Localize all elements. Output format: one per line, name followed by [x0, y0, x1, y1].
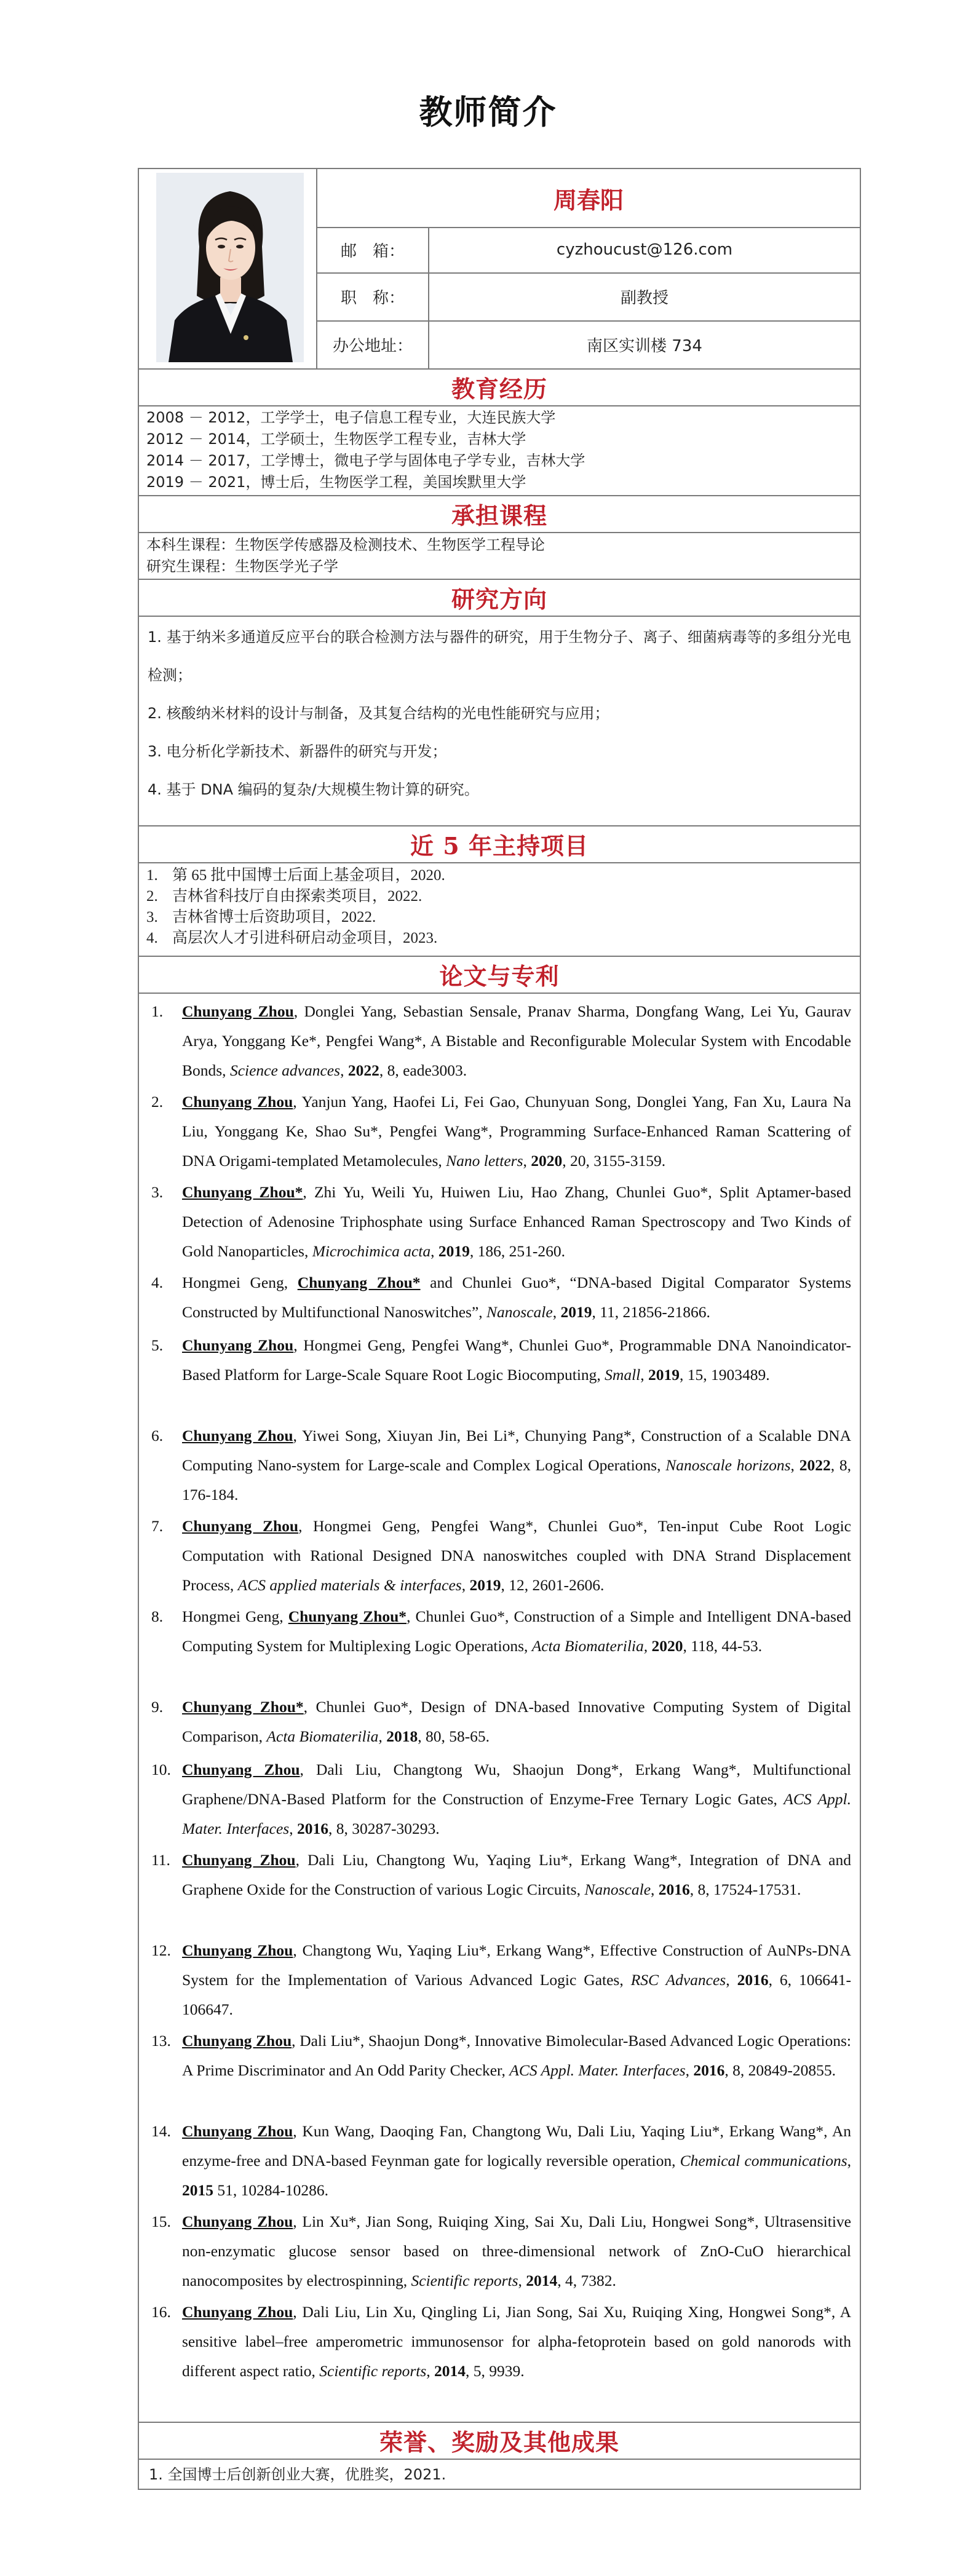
publication-authors-title: , Dali Liu, Lin Xu, Qingling Li, Jian Song, Sai Xu, Ruiqing Xing, Hongwei Song*, A sensitive label–free amperometric immunosensor for alpha-fetoprotein based on gold nanorods with different aspect ratio, — [182, 2303, 851, 2380]
education-item: 2014 － 2017，工学博士，微电子学与固体电子学专业，吉林大学 — [146, 452, 585, 469]
course-item: 本科生课程：生物医学传感器及检测技术、生物医学工程导论 — [146, 536, 545, 553]
publication-authors-title: , Lin Xu*, Jian Song, Ruiqing Xing, Sai Xu, Dali Liu, Hongwei Song*, Ultrasensitive non-enzymatic glucose sensor based on three-dimensional network of ZnO-CuO hierarchical nanocomposites by electrospinning, — [182, 2213, 851, 2289]
publication-number: 2. — [151, 1093, 164, 1111]
publication-self-author: Chunyang Zhou* — [297, 1274, 421, 1291]
divider — [139, 532, 860, 533]
publication-item — [151, 1512, 851, 1600]
publication-number: 5. — [151, 1336, 164, 1354]
email-label: 邮 箱： — [340, 242, 405, 261]
publication-self-author: Chunyang Zhou — [182, 1761, 300, 1778]
publication-authors-title: , Donglei Yang, Sebastian Sensale, Pranav Sharma, Dongfang Wang, Lei Yu, Gaurav Arya, Yonggang Ke*, Pengfei Wang*, A Bistable and Reconfigurable Molecular System with Encodable Bonds, — [182, 1002, 852, 1079]
divider — [139, 993, 860, 994]
project-item: 4. 高层次人才引进科研启动金项目，2023. — [146, 930, 438, 946]
publication-self-author: Chunyang Zhou — [182, 2213, 293, 2230]
publication-item — [151, 1178, 851, 1266]
education-item: 2019 － 2021，博士后，生物医学工程，美国埃默里大学 — [146, 474, 526, 491]
research-item: 4. 基于 DNA 编码的复杂/大规模生物计算的研究。 — [148, 781, 479, 798]
publication-self-author: Chunyang Zhou — [182, 1517, 299, 1535]
publication-self-author: Chunyang Zhou* — [288, 1607, 407, 1625]
publication-self-author: Chunyang Zhou — [182, 1336, 294, 1354]
publication-separator: , — [552, 1303, 561, 1321]
publication-self-author: Chunyang Zhou — [182, 1427, 293, 1445]
publication-self-author: Chunyang Zhou — [182, 2122, 293, 2140]
publication-authors-title: , Hongmei Geng, Pengfei Wang*, Chunlei Guo*, Ten-input Cube Root Logic Computation with Rational Designed DNA nanoswitches coupled with DNA Strand Displacement Process, — [182, 1517, 851, 1594]
publication-separator: , — [289, 1820, 297, 1837]
title-value: 副教授 — [620, 288, 669, 307]
publication-item — [151, 1421, 851, 1510]
publication-self-author: Chunyang Zhou — [182, 2303, 293, 2321]
publication-year: 2016 — [693, 2061, 725, 2079]
publication-citation — [182, 1755, 851, 1844]
publication-coauthors-before: Hongmei Geng, — [182, 1274, 298, 1291]
divider — [139, 405, 860, 406]
publication-separator: , — [685, 2061, 694, 2079]
publication-journal: Chemical communications — [680, 2152, 847, 2170]
education-item: 2012 － 2014，工学硕士，生物医学工程专业，吉林大学 — [146, 430, 526, 448]
publication-citation — [182, 1087, 851, 1176]
publication-self-author: Chunyang Zhou* — [182, 1698, 304, 1716]
publication-year: 2019 — [438, 1242, 470, 1260]
publication-item — [151, 1755, 851, 1844]
publication-self-author: Chunyang Zhou — [182, 2032, 292, 2050]
publication-year: 2014 — [434, 2362, 466, 2380]
publication-self-author: Chunyang Zhou — [182, 1093, 293, 1111]
project-item: 1. 第 65 批中国博士后面上基金项目，2020. — [146, 867, 445, 884]
publication-number: 1. — [151, 1002, 164, 1020]
publication-authors-title: , Dali Liu, Changtong Wu, Yaqing Liu*, Erkang Wang*, Integration of DNA and Graphene Oxide for the Construction of various Logic Circuits, — [182, 1851, 851, 1898]
publication-self-author: Chunyang Zhou — [182, 1851, 296, 1869]
publication-number: 9. — [151, 1698, 164, 1716]
honors-list — [149, 2464, 851, 2485]
publication-separator: , — [340, 1061, 348, 1079]
research-title: 研究方向 — [451, 585, 547, 613]
project-item: 2. 吉林省科技厅自由探索类项目，2022. — [146, 888, 423, 905]
project-item: 3. 吉林省博士后资助项目，2022. — [146, 909, 376, 925]
publication-item — [151, 1845, 851, 1904]
publication-authors-title: and Chunlei Guo*, “DNA-based Digital Comparator Systems Constructed by Multifunctional Nanoswitches”, — [182, 1274, 852, 1321]
publication-journal: RSC Advances — [630, 1971, 726, 1989]
publication-item — [151, 1602, 851, 1661]
publication-number: 8. — [151, 1607, 164, 1625]
publication-citation — [182, 2207, 851, 2296]
publication-citation — [182, 1602, 851, 1661]
office-value: 南区实训楼 734 — [587, 336, 702, 355]
divider — [139, 2459, 860, 2460]
publication-separator: , — [523, 1152, 531, 1170]
research-item: 3. 电分析化学新技术、新器件的研究与开发； — [148, 743, 447, 760]
teacher-name: 周春阳 — [553, 186, 624, 214]
publication-authors-title: , Dali Liu*, Shaojun Dong*, Innovative Bimolecular-Based Advanced Logic Operations: A Prime Discriminator and An Odd Parity Checker, — [182, 2032, 851, 2079]
publication-citation — [182, 1178, 851, 1266]
publication-authors-title: , Yanjun Yang, Haofei Li, Fei Gao, Chunyuan Song, Donglei Yang, Fan Xu, Laura Na Liu, Yonggang Ke, Shao Su*, Pengfei Wang*, Programming Surface-Enhanced Raman Scattering of DNA Origami-templated Metamolecules, — [182, 1093, 851, 1170]
publication-year: 2015 — [182, 2181, 213, 2199]
publication-citation — [182, 1845, 851, 1904]
publication-volume-pages: , 8, 30287-30293. — [328, 1820, 440, 1837]
publication-item — [151, 1936, 851, 2024]
publication-citation — [182, 1421, 851, 1510]
publication-item — [151, 997, 851, 1085]
publication-citation — [182, 1936, 851, 2024]
publication-volume-pages: 51, 10284-10286. — [213, 2181, 328, 2199]
publication-volume-pages: , 8, 17524-17531. — [689, 1880, 801, 1898]
publication-volume-pages: , 11, 21856-21866. — [592, 1303, 710, 1321]
title-label: 职 称： — [340, 288, 405, 307]
publication-citation — [182, 2026, 851, 2085]
research-item: 1. 基于纳米多通道反应平台的联合检测方法与器件的研究，用于生物分子、离子、细菌病毒等的多组分光电检测； — [148, 628, 851, 684]
publication-authors-title: , Kun Wang, Daoqing Fan, Changtong Wu, Dali Liu, Yaqing Liu*, Erkang Wang*, An enzyme-free and DNA-based Feynman gate for logically reversible operation, — [182, 2122, 852, 2170]
publication-citation — [182, 2297, 851, 2386]
research-item: 2. 核酸纳米材料的设计与制备，及其复合结构的光电性能研究与应用； — [148, 705, 609, 722]
publication-journal: Nanoscale horizons — [665, 1456, 791, 1474]
publication-journal: Scientific reports — [411, 2272, 518, 2289]
publication-separator: , — [651, 1880, 659, 1898]
publication-number: 16. — [151, 2303, 171, 2321]
publication-separator: , — [640, 1366, 649, 1384]
courses-list — [146, 534, 852, 577]
profile-table — [138, 168, 861, 2490]
publication-year: 2022 — [347, 1061, 379, 1079]
publication-item — [151, 1692, 851, 1751]
publication-journal: Nanoscale — [486, 1303, 553, 1321]
publication-separator: , — [790, 1456, 799, 1474]
publication-number: 10. — [151, 1761, 171, 1778]
publication-authors-title: , Changtong Wu, Yaqing Liu*, Erkang Wang*, Effective Construction of AuNPs-DNA System for the Implementation of Various Advanced Logic Gates, — [182, 1941, 851, 1989]
publication-item — [151, 2117, 851, 2205]
projects-title: 近 5 年主持项目 — [410, 831, 589, 860]
publication-journal: Scientific reports — [319, 2362, 427, 2380]
publication-separator: , — [426, 2362, 434, 2380]
divider — [139, 862, 860, 863]
honor-item: 1. 全国博士后创新创业大赛，优胜奖，2021. — [149, 2466, 446, 2483]
publication-volume-pages: , 20, 3155-3159. — [562, 1152, 666, 1170]
publication-year: 2020 — [531, 1152, 563, 1170]
publication-number: 6. — [151, 1427, 164, 1445]
publication-volume-pages: , 80, 58-65. — [418, 1727, 490, 1745]
publications-title: 论文与专利 — [439, 962, 560, 990]
publication-separator: , — [847, 2152, 851, 2170]
publication-item — [151, 1331, 851, 1390]
publication-year: 2018 — [386, 1727, 418, 1745]
publication-number: 15. — [151, 2213, 171, 2230]
publication-number: 14. — [151, 2122, 171, 2140]
profile-photo — [156, 173, 304, 362]
publication-journal: ACS applied materials & interfaces — [237, 1576, 462, 1594]
publication-year: 2020 — [651, 1637, 683, 1655]
publication-volume-pages: , 118, 44-53. — [683, 1637, 763, 1655]
publication-journal: Microchimica acta — [312, 1242, 431, 1260]
publication-volume-pages: , 4, 7382. — [557, 2272, 616, 2289]
publication-citation — [182, 1268, 851, 1327]
page-title: 教师简介 — [419, 93, 557, 132]
publication-volume-pages: , 5, 9939. — [466, 2362, 525, 2380]
publication-number: 7. — [151, 1517, 164, 1535]
education-list — [146, 407, 852, 493]
publication-authors-title: , Zhi Yu, Weili Yu, Huiwen Liu, Hao Zhang, Chunlei Guo*, Split Aptamer-based Detection of Adenosine Triphosphate using Surface Enhanced Raman Spectroscopy and Two Kinds of Gold Nanoparticles, — [182, 1183, 851, 1260]
email-value: cyzhoucust@126.com — [556, 240, 733, 259]
projects-list — [146, 865, 852, 949]
publication-citation — [182, 1331, 851, 1390]
publication-journal: ACS Appl. Mater. Interfaces — [509, 2061, 686, 2079]
office-label: 办公地址： — [332, 336, 413, 355]
publication-self-author: Chunyang Zhou* — [182, 1183, 303, 1201]
publication-item — [151, 2026, 851, 2085]
publication-separator: , — [461, 1576, 470, 1594]
publication-volume-pages: , 186, 251-260. — [469, 1242, 565, 1260]
publication-authors-title: , Chunlei Guo*, Design of DNA-based Innovative Computing System of Digital Comparison, — [182, 1698, 852, 1745]
publication-year: 2019 — [560, 1303, 592, 1321]
publication-volume-pages: , 6, 106641-106647. — [182, 1971, 851, 2018]
publication-citation — [182, 997, 851, 1085]
divider — [428, 227, 429, 368]
publication-journal: Nano letters — [446, 1152, 523, 1170]
research-list — [148, 618, 851, 809]
publication-number: 4. — [151, 1274, 164, 1291]
publication-number: 12. — [151, 1941, 171, 1959]
publication-number: 13. — [151, 2032, 171, 2050]
publication-authors-title: , Hongmei Geng, Pengfei Wang*, Chunlei Guo*, Programmable DNA Nanoindicator-Based Platform for Large-Scale Square Root Logic Biocomputing, — [182, 1336, 852, 1384]
publication-year: 2019 — [469, 1576, 501, 1594]
publication-journal: ACS Appl. Mater. Interfaces — [182, 1790, 851, 1837]
education-item: 2008 － 2012，工学学士，电子信息工程专业，大连民族大学 — [146, 409, 556, 426]
publication-self-author: Chunyang Zhou — [182, 1002, 294, 1020]
publication-item — [151, 2207, 851, 2296]
publication-citation — [182, 1512, 851, 1600]
publication-volume-pages: , 15, 1903489. — [680, 1366, 770, 1384]
courses-title: 承担课程 — [451, 502, 547, 529]
publication-volume-pages: , 8, 20849-20855. — [724, 2061, 836, 2079]
publication-year: 2019 — [648, 1366, 680, 1384]
publication-authors-title: , Yiwei Song, Xiuyan Jin, Bei Li*, Chunying Pang*, Construction of a Scalable DNA Computing Nano-system for Large-scale and Complex Logical Operations, — [182, 1427, 851, 1474]
education-title: 教育经历 — [451, 375, 547, 403]
publication-journal: Small — [605, 1366, 641, 1384]
publication-journal: Acta Biomaterilia, — [531, 1637, 648, 1655]
publication-item — [151, 2297, 851, 2386]
publication-citation — [182, 2117, 851, 2205]
portrait-image — [156, 173, 304, 362]
honors-title: 荣誉、奖励及其他成果 — [379, 2428, 619, 2456]
publication-item — [151, 1268, 851, 1327]
divider — [139, 616, 860, 617]
publication-number: 11. — [151, 1851, 170, 1869]
publication-authors-title: , Dali Liu, Changtong Wu, Shaojun Dong*, Erkang Wang*, Multifunctional Graphene/DNA-Based Platform for the Construction of Enzyme-Free Ternary Logic Gates, — [182, 1761, 851, 1808]
publication-year: 2016 — [296, 1820, 328, 1837]
publication-year: 2022 — [799, 1456, 831, 1474]
publication-journal: Nanoscale — [584, 1880, 651, 1898]
publication-year: 2016 — [737, 1971, 769, 1989]
publication-separator: , — [518, 2272, 526, 2289]
publication-number: 3. — [151, 1183, 164, 1201]
publication-volume-pages: , 12, 2601-2606. — [501, 1576, 605, 1594]
publication-volume-pages: , 8, 176-184. — [182, 1456, 852, 1504]
publication-separator: , — [726, 1971, 737, 1989]
publication-year: 2016 — [658, 1880, 690, 1898]
publication-volume-pages: , 8, eade3003. — [379, 1061, 467, 1079]
publication-citation — [182, 1692, 851, 1751]
publication-separator: , — [430, 1242, 438, 1260]
publication-self-author: Chunyang Zhou — [182, 1941, 293, 1959]
publication-journal: Science advances — [229, 1061, 341, 1079]
publication-year: 2014 — [526, 2272, 558, 2289]
publication-authors-title: , Chunlei Guo*, Construction of a Simple and Intelligent DNA-based Computing System for Multiplexing Logic Operations, — [182, 1607, 852, 1655]
course-item: 研究生课程：生物医学光子学 — [146, 558, 338, 575]
publication-journal: Acta Biomaterilia, — [266, 1727, 383, 1745]
publication-item — [151, 1087, 851, 1176]
publication-coauthors-before: Hongmei Geng, — [182, 1607, 288, 1625]
